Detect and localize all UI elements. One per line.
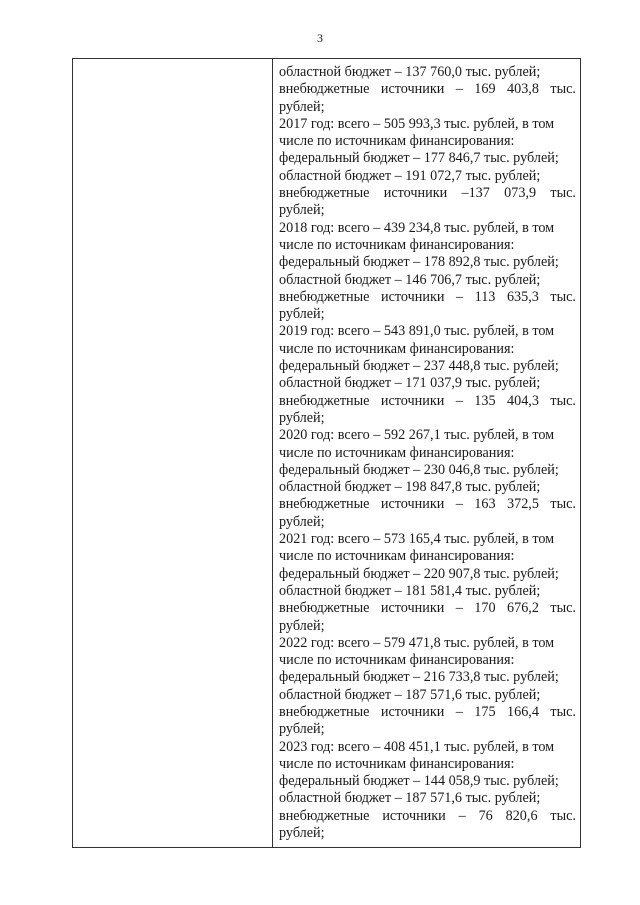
text-line: областной бюджет – 191 072,7 тыс. рублей; [279,167,541,184]
text-word: – [455,288,464,305]
text-word: 403,8 [507,81,539,98]
text-line: рублей; [279,721,325,738]
table-right-cell [279,64,576,842]
text-line: 2023 год: всего – 408 451,1 тыс. рублей, в том [279,738,555,755]
text-word: – [455,81,463,98]
text-word: источники [380,496,445,513]
text-word: 404,3 [507,392,539,409]
text-line: областной бюджет – 171 037,9 тыс. рублей; [279,375,541,392]
text-word: внебюджетные [279,392,370,409]
text-word: источники [380,392,445,409]
text-line: областной бюджет – 146 706,7 тыс. рублей; [279,271,541,288]
text-line: областной бюджет – 187 571,6 тыс. рублей; [279,686,541,703]
text-word: 073,9 [504,185,537,202]
text-line: числе по источникам финансирования: [279,548,515,565]
text-word: 166,4 [507,703,539,720]
text-word: 820,6 [505,807,538,824]
text-line: рублей; [279,202,325,219]
financing-table [72,58,581,848]
text-word: –137 [461,185,490,202]
text-word: внебюджетные [279,600,370,617]
text-word: – [455,703,463,720]
text-word: 372,5 [507,496,539,513]
text-line: 2020 год: всего – 592 267,1 тыс. рублей, в том [279,427,555,444]
text-line [279,185,576,202]
text-line: областной бюджет – 181 581,4 тыс. рублей; [279,582,541,599]
text-line: областной бюджет – 137 760,0 тыс. рублей; [279,64,541,80]
text-line: федеральный бюджет – 178 892,8 тыс. рублей; [279,254,559,271]
text-line: федеральный бюджет – 216 733,8 тыс. рублей; [279,669,559,686]
text-line [279,600,576,617]
text-word: внебюджетные [279,288,370,305]
text-line: числе по источникам финансирования: [279,652,515,669]
text-line: федеральный бюджет – 237 448,8 тыс. рублей; [279,358,559,375]
text-line: 2017 год: всего – 505 993,3 тыс. рублей, в том [279,115,555,132]
text-word: – [455,496,463,513]
text-line: 2021 год: всего – 573 165,4 тыс. рублей, в том [279,531,555,548]
text-word: внебюджетные [279,81,370,98]
text-word: тыс. [550,392,576,409]
text-word: 175 [474,703,496,720]
text-line [279,289,576,306]
text-line: числе по источникам финансирования: [279,755,515,772]
text-line: федеральный бюджет – 230 046,8 тыс. рублей; [279,461,559,478]
text-line: рублей; [279,306,325,323]
text-word: – [458,807,466,824]
text-line: 2018 год: всего – 439 234,8 тыс. рублей, в том [279,219,555,236]
text-line [279,808,576,825]
text-line: федеральный бюджет – 177 846,7 тыс. рублей; [279,150,559,167]
text-word: внебюджетные [279,185,370,202]
text-line: 2022 год: всего – 579 471,8 тыс. рублей, в том [279,634,555,651]
text-word: внебюджетные [279,496,370,513]
text-word: 170 [474,600,496,617]
text-line [279,393,576,410]
text-word: тыс. [550,288,576,305]
text-line: числе по источникам финансирования: [279,236,515,253]
text-line: федеральный бюджет – 144 058,9 тыс. рублей; [279,773,559,790]
text-word: источники [382,807,446,824]
text-word: 135 [474,392,496,409]
text-line: числе по источникам финансирования: [279,133,515,150]
text-line: числе по источникам финансирования: [279,340,515,357]
text-line: числе по источникам финансирования: [279,444,515,461]
text-line [279,704,576,721]
text-word: источники [380,703,445,720]
text-line [279,81,576,98]
text-word: 76 [478,807,493,824]
text-line: рублей; [279,617,325,634]
text-line: рублей; [279,825,325,842]
text-line: областной бюджет – 187 571,6 тыс. рублей; [279,790,541,807]
text-word: источники [380,81,445,98]
text-word: 163 [474,496,496,513]
page-number: 3 [317,31,323,45]
text-word: тыс. [550,496,576,513]
text-word: тыс. [550,807,576,824]
text-word: источники [380,600,445,617]
text-line [279,496,576,513]
text-line: областной бюджет – 198 847,8 тыс. рублей; [279,479,541,496]
text-word: внебюджетные [279,703,370,720]
text-line: рублей; [279,513,325,530]
text-word: тыс. [550,81,576,98]
table-left-cell [73,59,273,847]
text-word: – [455,392,463,409]
text-word: тыс. [550,703,576,720]
text-word: источники [381,288,445,305]
text-line: рублей; [279,98,325,115]
text-word: тыс. [550,600,576,617]
text-word: тыс. [550,185,576,202]
text-word: 113 [474,288,496,305]
text-word: 676,2 [507,600,539,617]
text-line: 2019 год: всего – 543 891,0 тыс. рублей, в том [279,323,555,340]
text-word: источники [383,185,448,202]
text-word: 635,3 [506,288,539,305]
text-word: 169 [474,81,496,98]
text-word: – [455,600,463,617]
text-line: федеральный бюджет – 220 907,8 тыс. рублей; [279,565,559,582]
text-word: внебюджетные [279,807,370,824]
text-line: рублей; [279,409,325,426]
